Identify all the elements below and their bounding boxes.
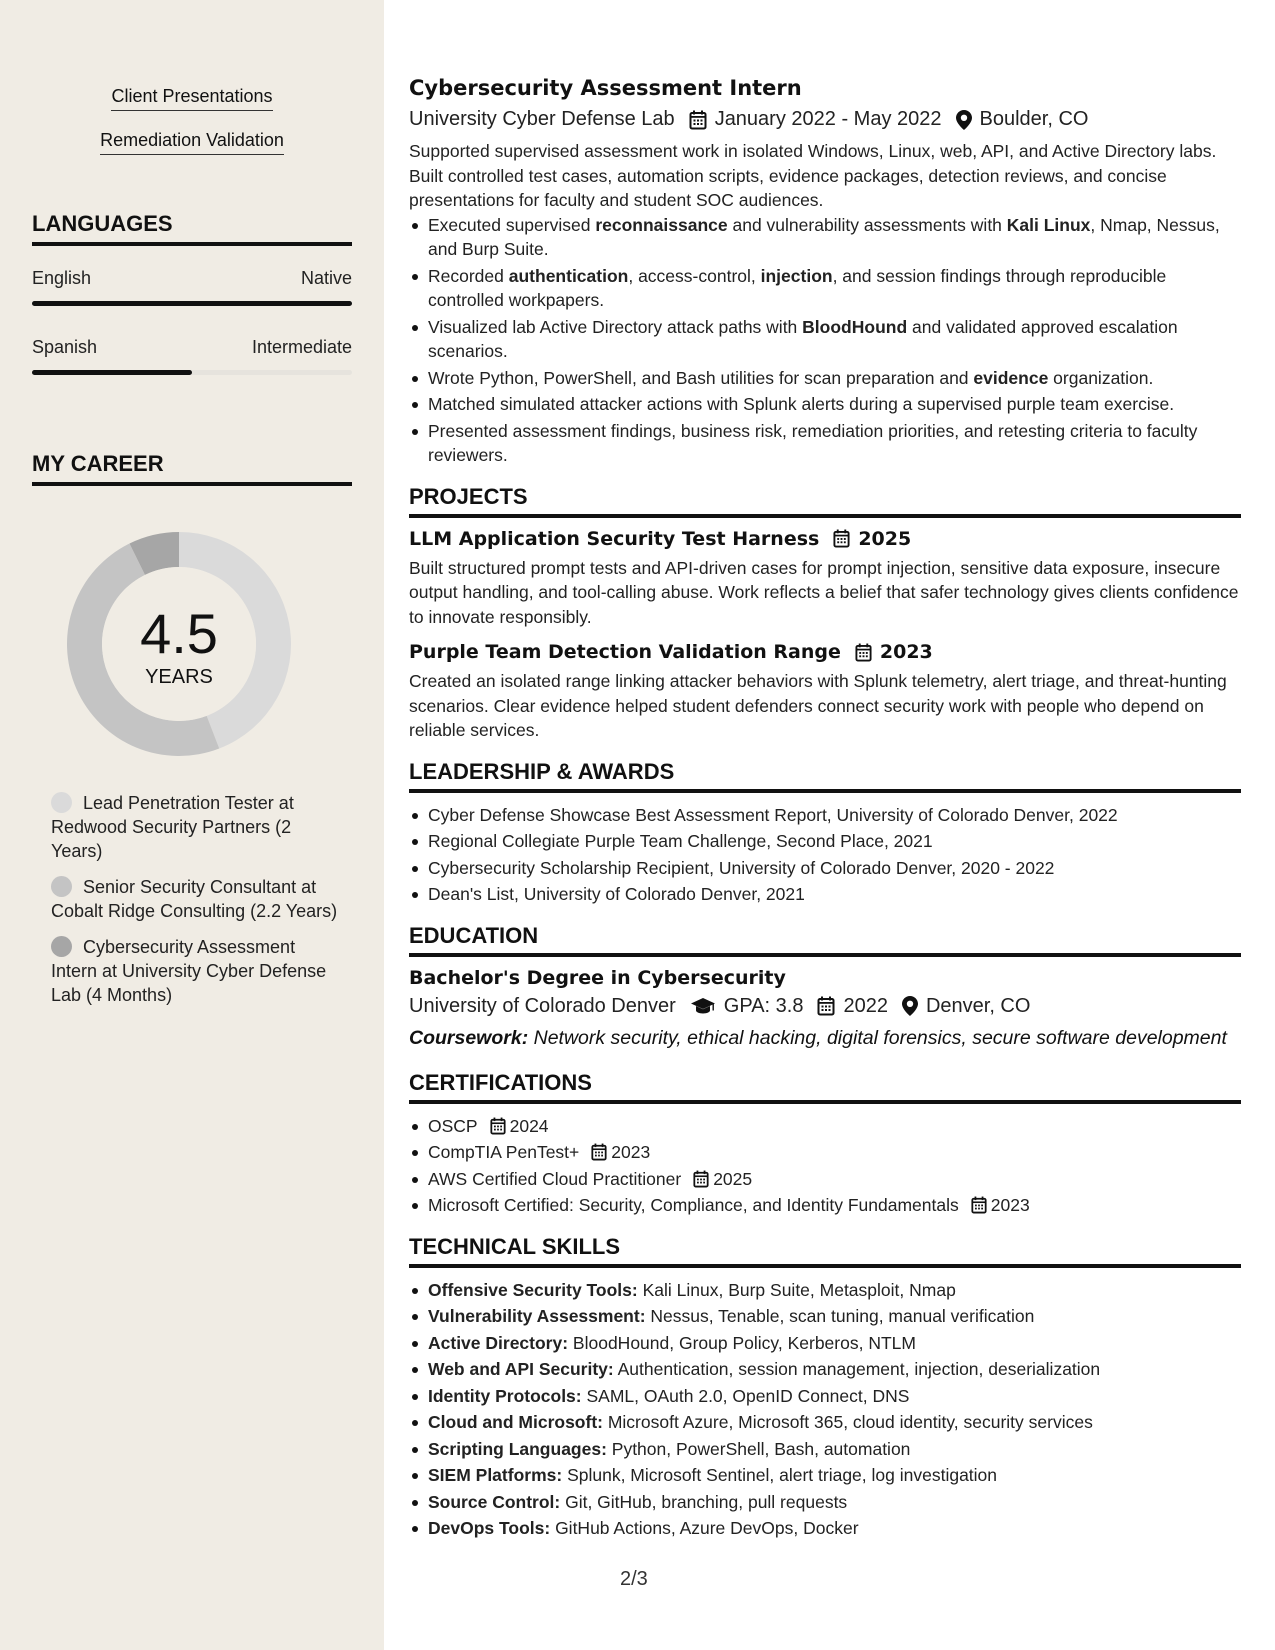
calendar-icon [693, 1170, 709, 1188]
language-name: Spanish [32, 337, 98, 357]
skill-item: Active Directory: BloodHound, Group Policy, Kerberos, NTLM [409, 1331, 1241, 1356]
school-name: University of Colorado Denver [409, 994, 676, 1017]
career-total-unit: YEARS [145, 666, 213, 688]
degree-title: Bachelor's Degree in Cybersecurity [409, 966, 786, 989]
language-bar [32, 301, 352, 306]
project-year: 2023 [879, 641, 933, 663]
language-bar-fill [32, 370, 192, 375]
strength-tag: Remediation Validation [100, 130, 284, 155]
project-year: 2025 [858, 527, 912, 550]
skill-item: Source Control: Git, GitHub, branching, pull requests [409, 1490, 1241, 1515]
project-entry [409, 641, 1241, 743]
page-number: 2/3 [620, 1568, 648, 1590]
coursework: Coursework: Network security, ethical hacking, digital forensics, secure software development [409, 1026, 1227, 1049]
skill-item: Scripting Languages: Python, PowerShell, Bash, automation [409, 1437, 1241, 1462]
leadership-item: Cyber Defense Showcase Best Assessment Report, University of Colorado Denver, 2022 [409, 803, 1241, 828]
leadership-item: Regional Collegiate Purple Team Challenge, Second Place, 2021 [409, 829, 1241, 854]
skill-item: Offensive Security Tools: Kali Linux, Burp Suite, Metasploit, Nmap [409, 1278, 1241, 1303]
certification-item: CompTIA PenTest+ 2023 [409, 1140, 1241, 1165]
job-bullets [409, 213, 1241, 468]
legend-dot [51, 876, 72, 897]
skill-item: Cloud and Microsoft: Microsoft Azure, Microsoft 365, cloud identity, security services [409, 1410, 1241, 1435]
main-content [409, 76, 1241, 1543]
job-bullet: Wrote Python, PowerShell, and Bash utilities for scan preparation and evidence organization. [409, 366, 1241, 391]
career-list [51, 791, 341, 1019]
certifications-heading: CERTIFICATIONS [409, 1070, 1241, 1104]
skills-list [409, 1278, 1241, 1541]
certification-item: Microsoft Certified: Security, Compliance, and Identity Fundamentals 2023 [409, 1193, 1241, 1218]
calendar-icon [855, 643, 872, 662]
career-heading: MY CAREER [32, 451, 352, 486]
project-entry [409, 528, 1241, 630]
location-pin-icon [956, 110, 972, 130]
education-heading: EDUCATION [409, 923, 1241, 957]
project-description: Created an isolated range linking attacker behaviors with Splunk telemetry, alert triage, and threat-hunting scenarios. Clear evidence helped student defenders connect security work with people who depend on reliable services. [409, 671, 1227, 740]
career-total-value: 4.5 [140, 602, 218, 665]
language-name: English [32, 268, 92, 288]
project-title: LLM Application Security Test Harness 2025 [409, 527, 912, 550]
career-total [67, 604, 291, 689]
language-level: Intermediate [251, 337, 352, 357]
language-english [32, 268, 352, 306]
project-title: Purple Team Detection Validation Range 2023 [409, 641, 933, 663]
coursework-label: Coursework: [409, 1026, 529, 1049]
job-dates: January 2022 - May 2022 [714, 108, 942, 130]
career-label: Lead Penetration Tester at Redwood Security Partners (2 Years) [51, 793, 294, 861]
languages-heading: LANGUAGES [32, 211, 352, 246]
calendar-icon [689, 110, 707, 130]
calendar-icon [971, 1196, 987, 1214]
projects-heading: PROJECTS [409, 484, 1241, 518]
skill-item: DevOps Tools: GitHub Actions, Azure DevOps, Docker [409, 1516, 1241, 1541]
job-bullet: Executed supervised reconnaissance and vulnerability assessments with Kali Linux, Nmap, Nessus, and Burp Suite. [409, 213, 1241, 262]
education-entry [409, 967, 1241, 1050]
strengths-list [32, 86, 352, 174]
calendar-icon [490, 1117, 506, 1135]
sidebar [0, 0, 384, 1650]
certification-item: AWS Certified Cloud Practitioner 2025 [409, 1167, 1241, 1192]
school-location: Denver, CO [925, 994, 1031, 1017]
graduation-cap-icon [690, 997, 716, 1015]
experience-entry [409, 76, 1241, 468]
job-meta [409, 108, 1241, 131]
career-label: Senior Security Consultant at Cobalt Ridge Consulting (2.2 Years) [51, 877, 338, 921]
leadership-item: Cybersecurity Scholarship Recipient, University of Colorado Denver, 2020 - 2022 [409, 856, 1241, 881]
job-location: Boulder, CO [979, 108, 1089, 130]
leadership-list [409, 803, 1241, 907]
calendar-icon [833, 529, 850, 548]
job-bullet: Visualized lab Active Directory attack paths with BloodHound and validated approved escalation scenarios. [409, 315, 1241, 364]
graduation-year: 2022 [843, 994, 888, 1017]
skill-item: Web and API Security: Authentication, session management, injection, deserialization [409, 1357, 1241, 1382]
legend-dot [51, 936, 72, 957]
skill-item: Vulnerability Assessment: Nessus, Tenable, scan tuning, manual verification [409, 1304, 1241, 1329]
certifications-list [409, 1114, 1241, 1218]
location-pin-icon [902, 996, 918, 1016]
language-spanish [32, 337, 352, 375]
job-bullet: Recorded authentication, access-control, injection, and session findings through reproducible controlled workpapers. [409, 264, 1241, 313]
skill-item: SIEM Platforms: Splunk, Microsoft Sentinel, alert triage, log investigation [409, 1463, 1241, 1488]
skills-heading: TECHNICAL SKILLS [409, 1234, 1241, 1268]
job-summary: Supported supervised assessment work in isolated Windows, Linux, web, API, and Active Directory labs. Built controlled test cases, automation scripts, evidence packages, detection reviews, and concise presentations for faculty and student SOC audiences. [409, 141, 1217, 210]
certification-item: OSCP 2024 [409, 1114, 1241, 1139]
career-item [51, 935, 341, 1007]
job-title: Cybersecurity Assessment Intern [409, 76, 802, 100]
language-bar [32, 370, 352, 375]
skill-item: Identity Protocols: SAML, OAuth 2.0, OpenID Connect, DNS [409, 1384, 1241, 1409]
legend-dot [51, 792, 72, 813]
career-label: Cybersecurity Assessment Intern at University Cyber Defense Lab (4 Months) [51, 937, 327, 1005]
career-item [51, 875, 341, 923]
career-item [51, 791, 341, 863]
language-level: Native [300, 268, 352, 288]
job-bullet: Presented assessment findings, business risk, remediation priorities, and retesting criteria to faculty reviewers. [409, 419, 1241, 468]
calendar-icon [817, 996, 835, 1016]
project-description: Built structured prompt tests and API-driven cases for prompt injection, sensitive data exposure, insecure output handling, and tool-calling abuse. Work reflects a belief that safer technology gives clients confidence to innovate responsibly. [409, 557, 1239, 627]
strength-tag: Client Presentations [111, 86, 272, 111]
company-name: University Cyber Defense Lab [409, 108, 675, 130]
gpa: GPA: 3.8 [723, 994, 804, 1017]
education-meta [409, 995, 1241, 1018]
leadership-heading: LEADERSHIP & AWARDS [409, 759, 1241, 793]
job-bullet: Matched simulated attacker actions with Splunk alerts during a supervised purple team exercise. [409, 392, 1241, 417]
calendar-icon [591, 1143, 607, 1161]
language-bar-fill [32, 301, 352, 306]
leadership-item: Dean's List, University of Colorado Denver, 2021 [409, 882, 1241, 907]
